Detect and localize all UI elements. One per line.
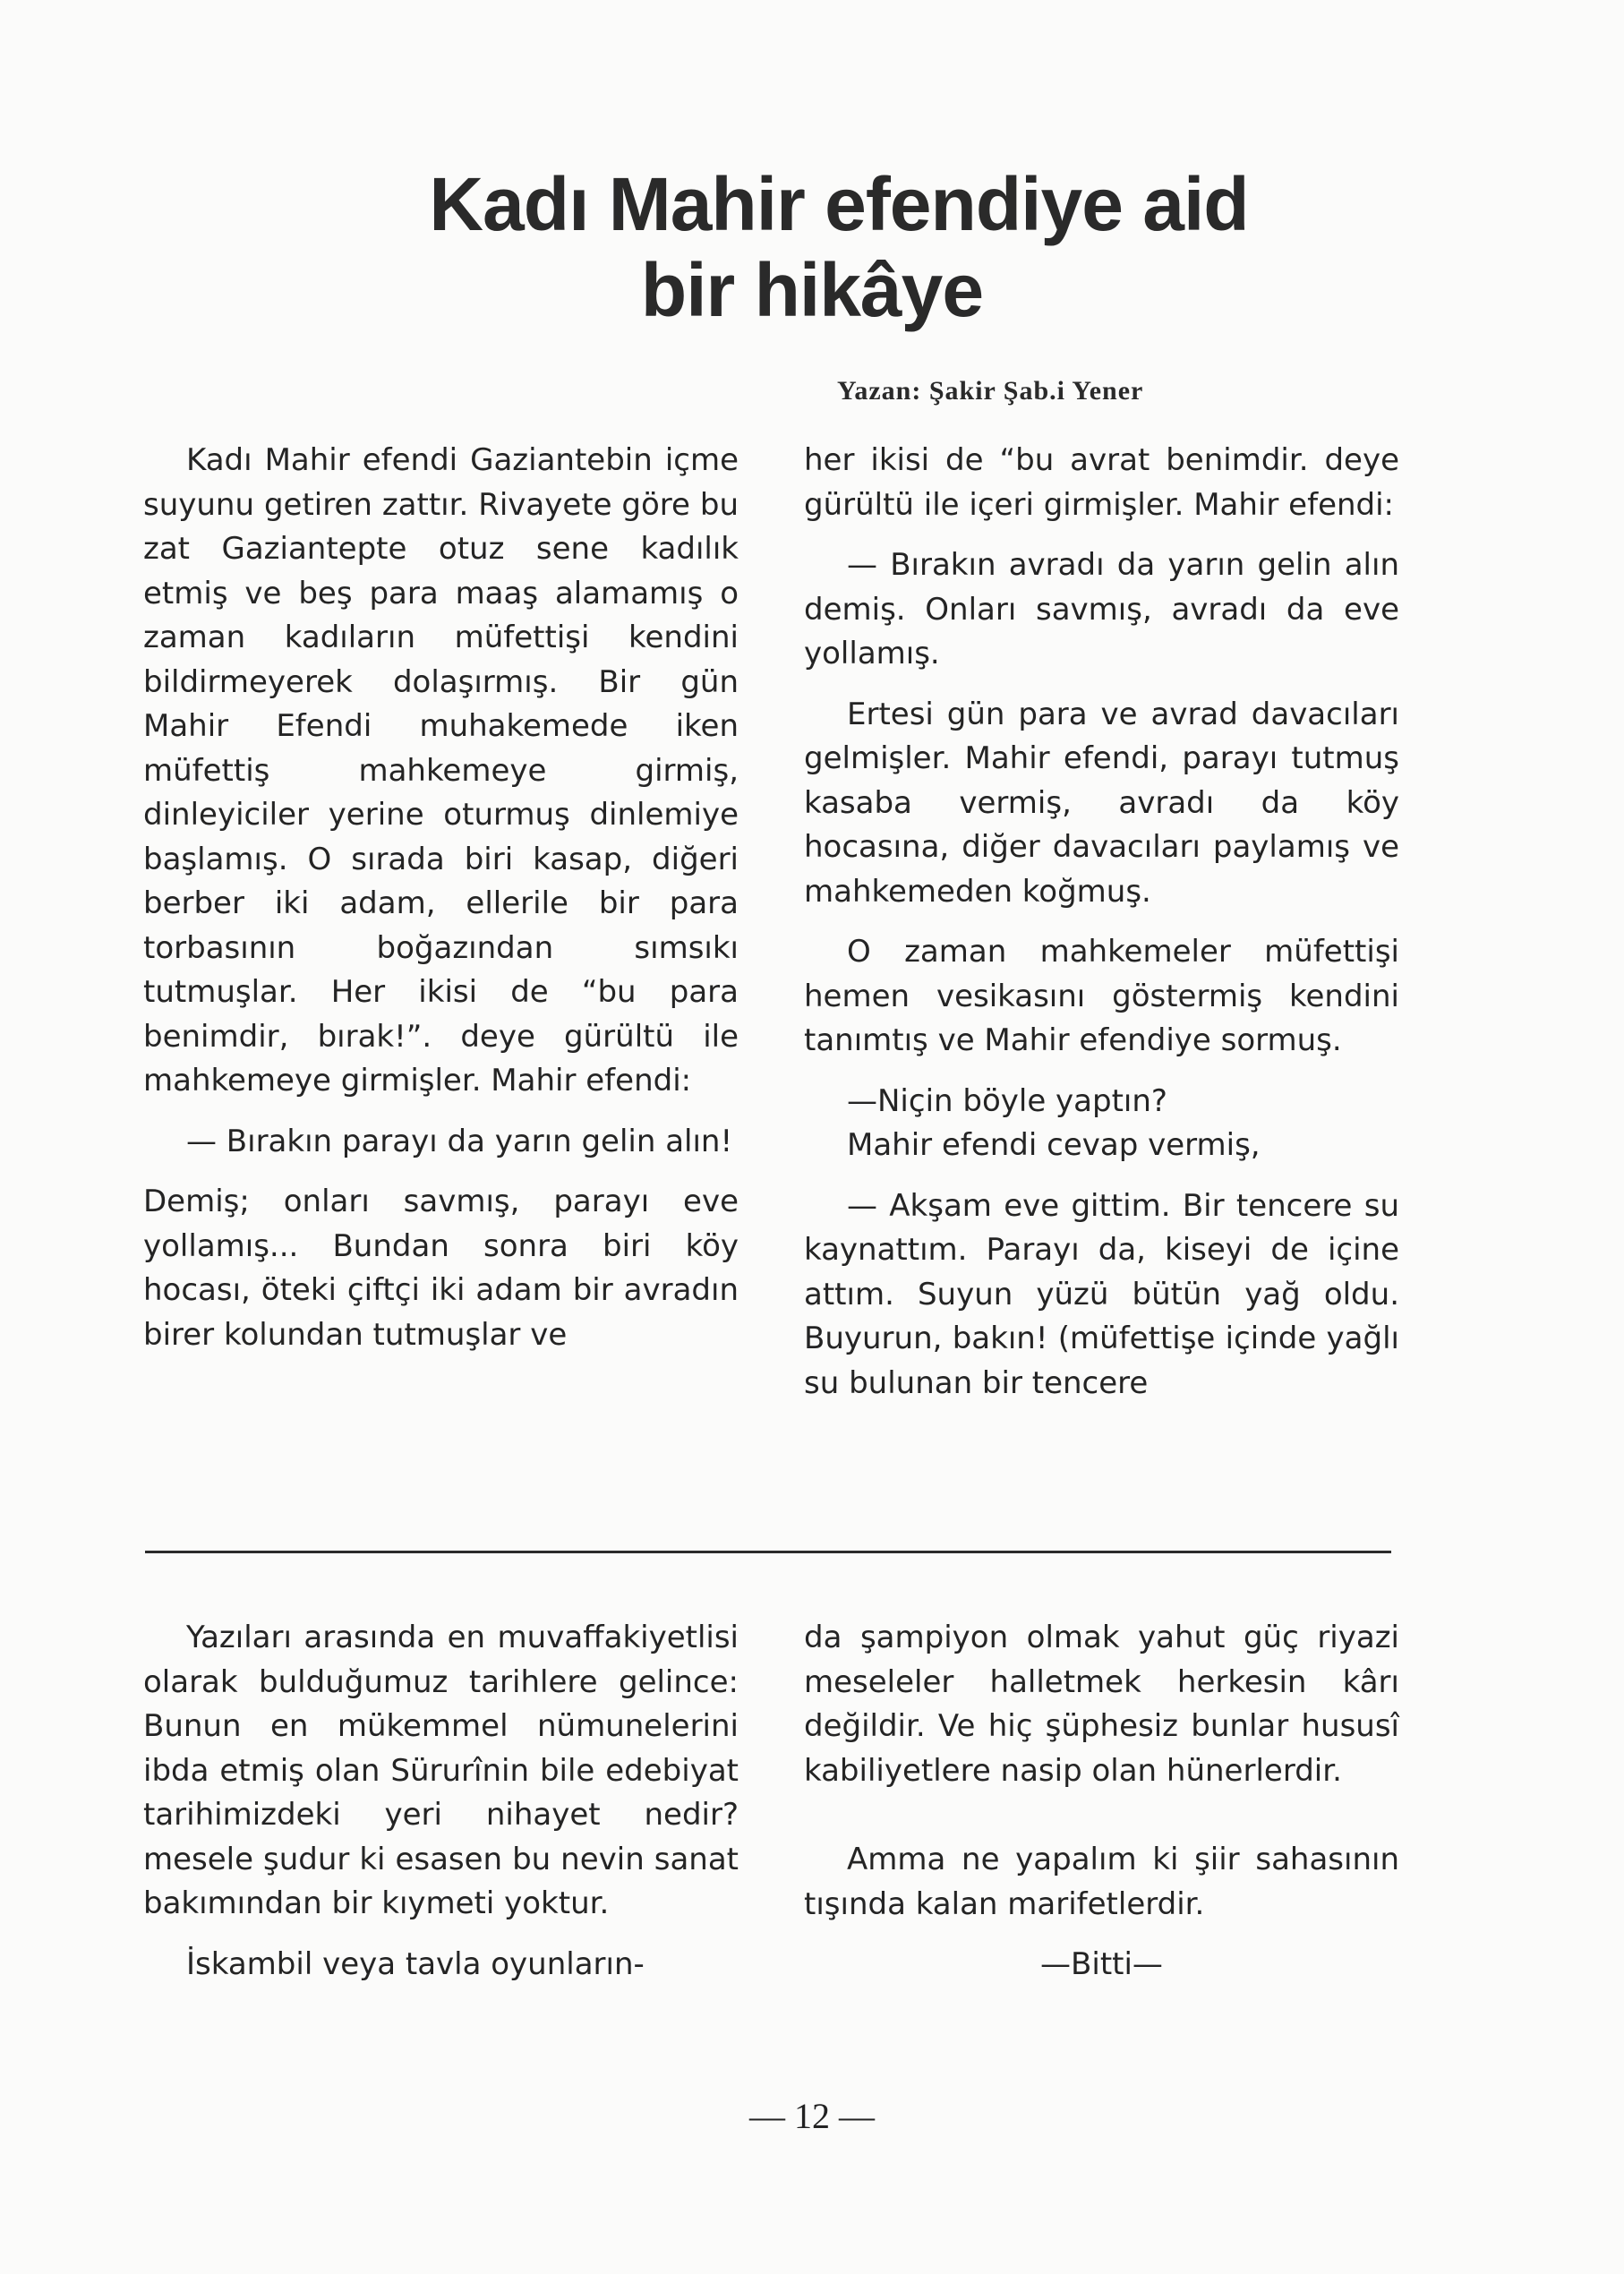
essay-paragraph: İskambil veya tavla oyunların- — [186, 1945, 645, 1982]
essay-paragraph: Amma ne yapalım ki şiir sahasının tışında kalan marifetlerdir. — [804, 1842, 1399, 1922]
story-paragraph: — Bırakın parayı da yarın gelin alın! — [186, 1123, 733, 1159]
author-byline: Yazan: Şakir Şab.i Yener — [837, 376, 1144, 406]
story-paragraph: Ertesi gün para ve avrad davacıları gelmişler. Mahir efendi, parayı tutmuş kasaba vermiş, avradı da köy hocasına, diğer davacıları paylamış ve mahkemeden koğmuş. — [804, 696, 1399, 910]
essay-column-right — [804, 1616, 1399, 1988]
story-paragraph: — Akşam eve gittim. Bir tencere su kaynattım. Parayı da, kiseyi de içine attım. Suyun yüzü bütün yağ oldu. Buyurun, bakın! (müfettişe içinde yağlı su bulunan bir tencere — [804, 1187, 1399, 1401]
story-paragraph: Mahir efendi cevap vermiş, — [847, 1127, 1261, 1163]
essay-paragraph: da şampiyon olmak yahut güç riyazi meseleler halletmek herkesin kârı değildir. Ve hiç şüphesiz bunlar hususî kabiliyetlere nasip olan hünerlerdir. — [804, 1620, 1399, 1789]
story-paragraph: Demiş; onları savmış, parayı eve yollamış... Bundan sonra biri köy hocası, öteki çiftçi iki adam bir avradın birer kolundan tutmuşlar ve — [143, 1184, 739, 1353]
story-title — [0, 161, 1624, 333]
end-marker: —Bitti— — [1040, 1946, 1163, 1982]
story-column-left — [143, 439, 739, 1357]
page-number: — 12 — — [749, 2096, 875, 2136]
story-paragraph: Kadı Mahir efendi Gaziantebin içme suyunu getiren zattır. Rivayete göre bu zat Gaziantepte otuz sene kadılık etmiş ve beş para maaş alamamış o zaman kadıların müfettişi kendini bildirmeyerek dolaşırmış. Bir gün Mahir Efendi muhakemede iken müfettiş mahkemeye girmiş, dinleyiciler yerine oturmuş dinlemiye başlamış. O sırada biri kasap, diğeri berber iki adam, ellerile bir para torbasının boğazından sımsıkı tutmuşlar. Her ikisi de “bu para benimdir, bırak!”. deye gürültü ile mahkemeye girmişler. Mahir efendi: — [143, 442, 739, 1099]
story-title-line-2: bir hikâye — [640, 248, 984, 332]
story-paragraph: O zaman mahkemeler müfettişi hemen vesikasını göstermiş kendini tanımtış ve Mahir efendiye sormuş. — [804, 934, 1399, 1058]
story-paragraph: — Bırakın avradı da yarın gelin alın demiş. Onları savmış, avradı da eve yollamış. — [804, 547, 1399, 671]
story-column-right — [804, 439, 1399, 1406]
story-paragraph: her ikisi de “bu avrat benimdir. deye gürültü ile içeri girmişler. Mahir efendi: — [804, 442, 1399, 523]
section-divider — [145, 1551, 1391, 1553]
essay-column-left — [143, 1616, 739, 1987]
story-title-line-1: Kadı Mahir efendiye aid — [429, 162, 1249, 246]
story-paragraph: —Niçin böyle yaptın? — [847, 1082, 1167, 1119]
essay-paragraph: Yazıları arasında en muvaffakiyetlisi olarak bulduğumuz tarihlere gelince: Bunun en mükemmel nümunelerini ibda etmiş olan Sürurînin bile edebiyat tarihimizdeki yeri nihayet nedir? mesele şudur ki esasen bu nevin sanat bakımından bir kıymeti yoktur. — [143, 1620, 739, 1921]
